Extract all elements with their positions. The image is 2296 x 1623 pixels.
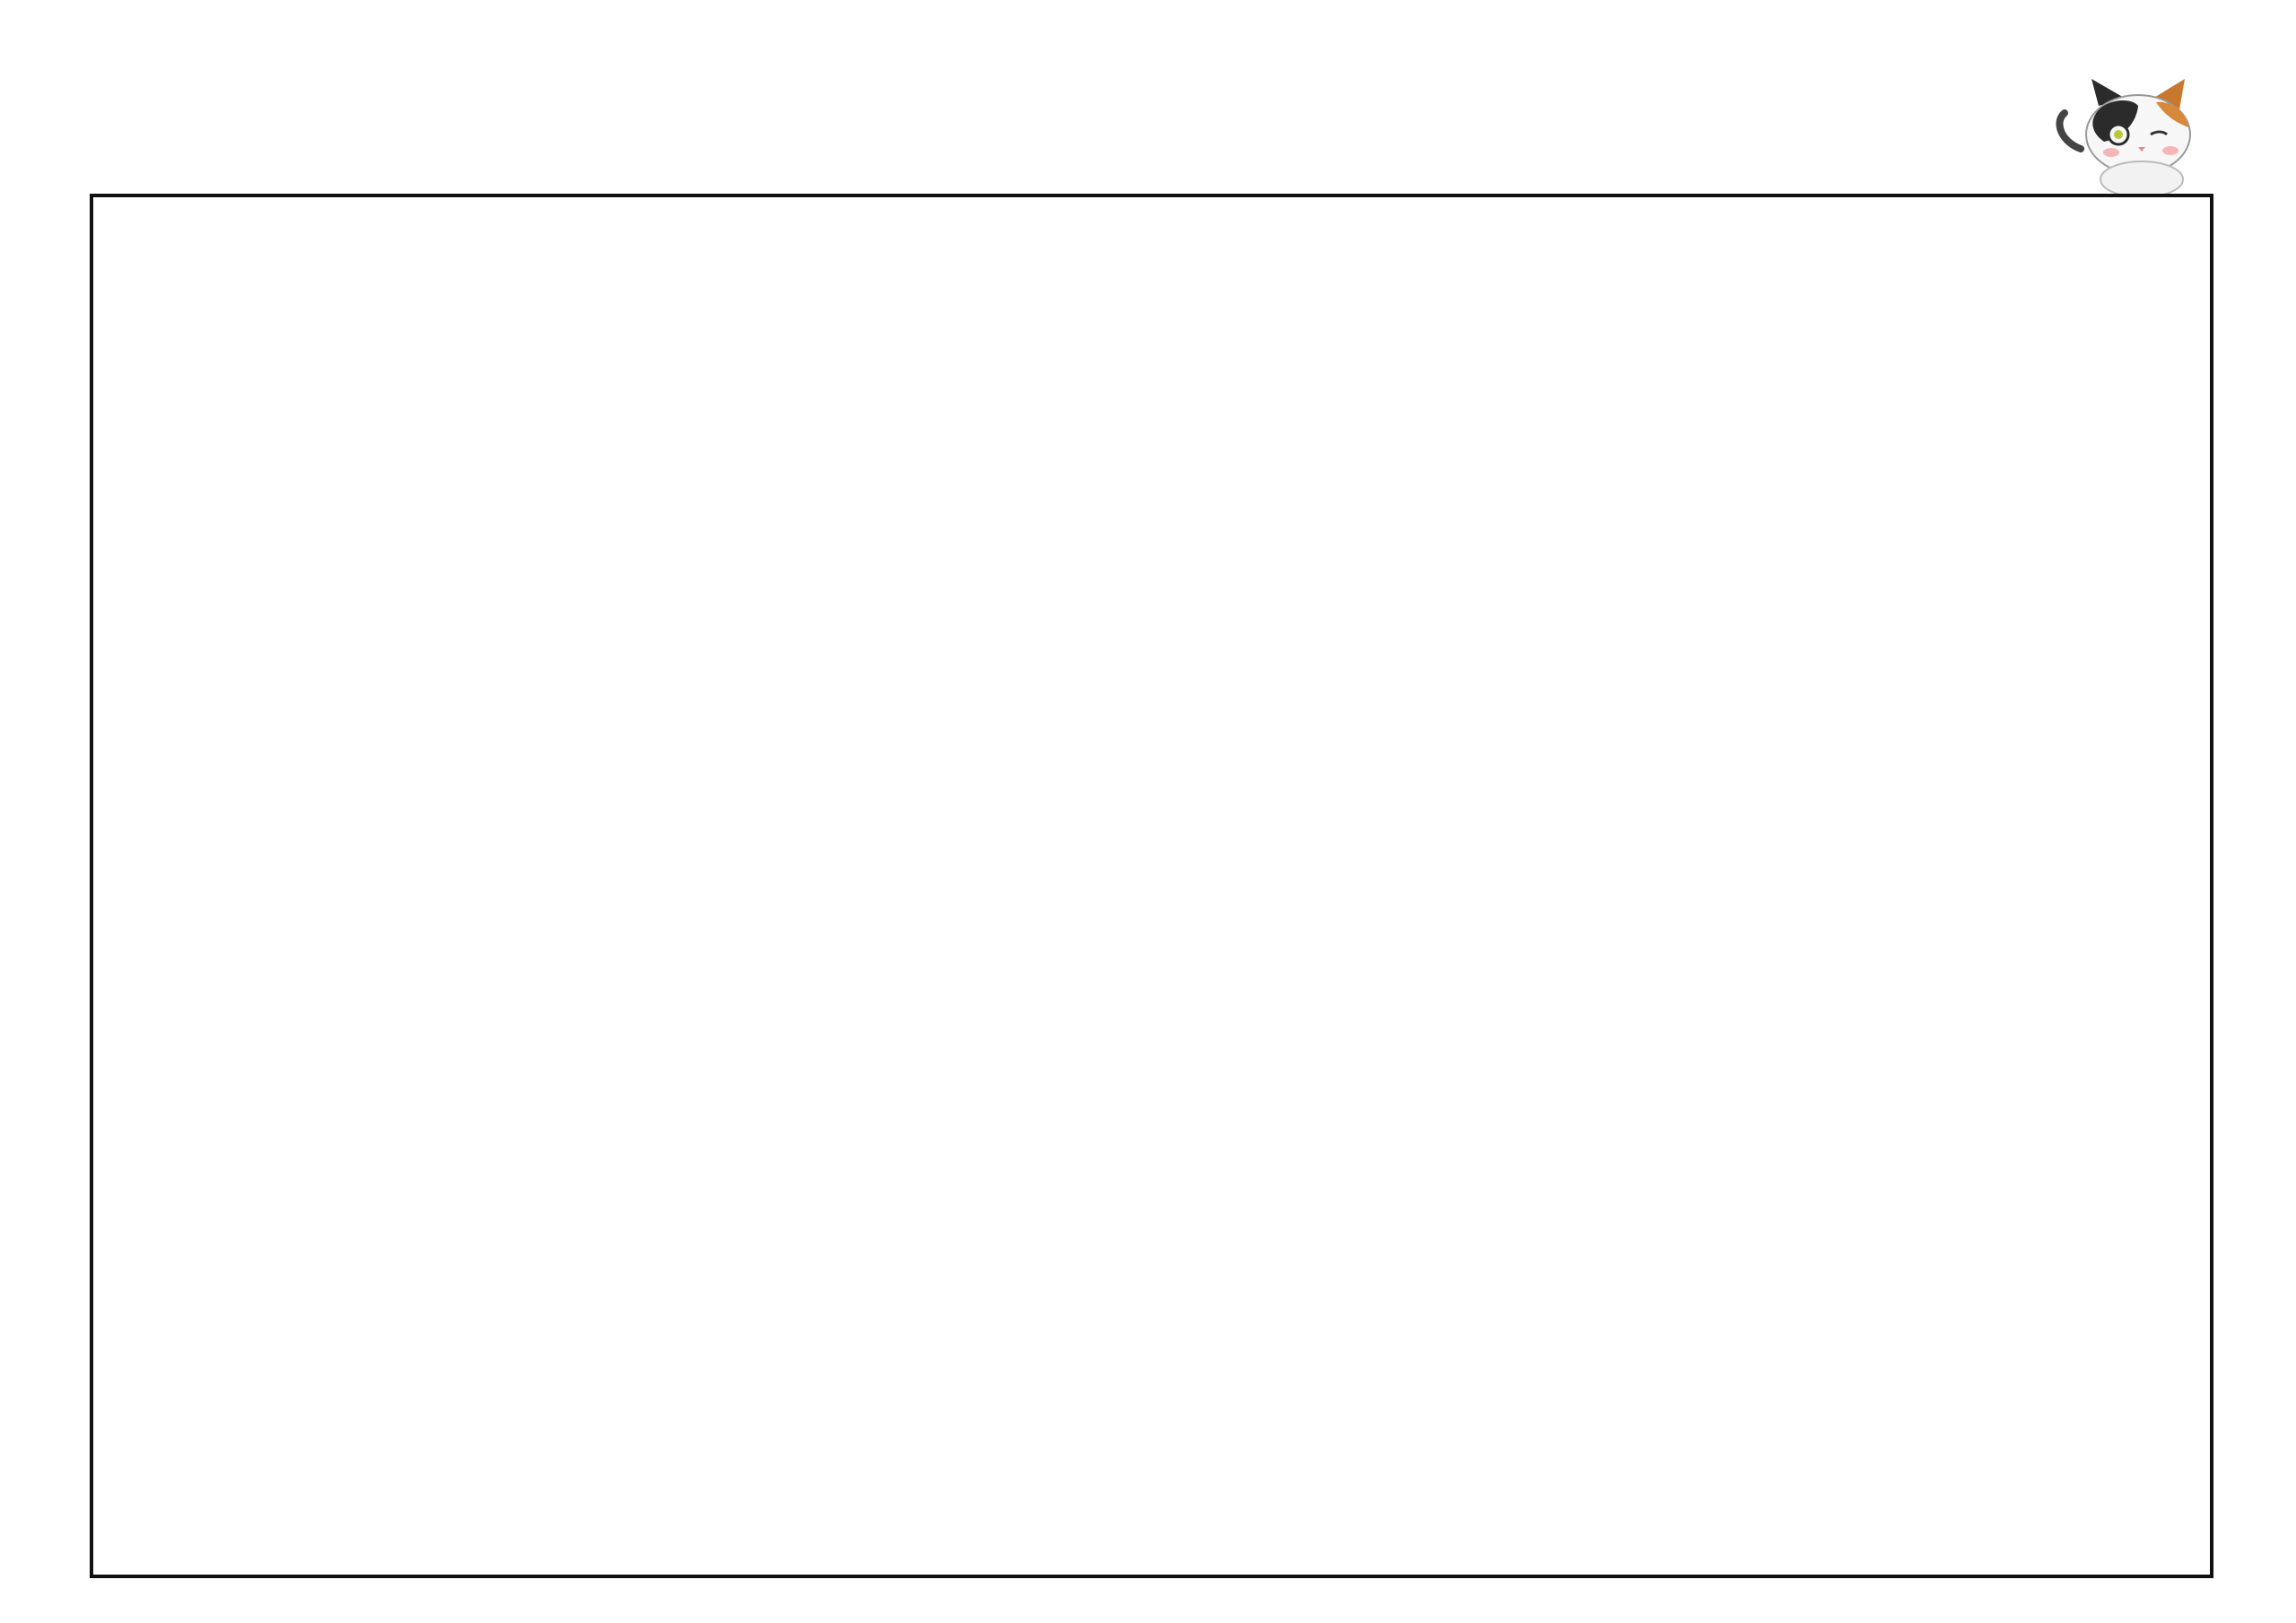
calico-cat-mascot-icon [2045,79,2215,195]
spring-course-calendar [90,194,2213,1578]
